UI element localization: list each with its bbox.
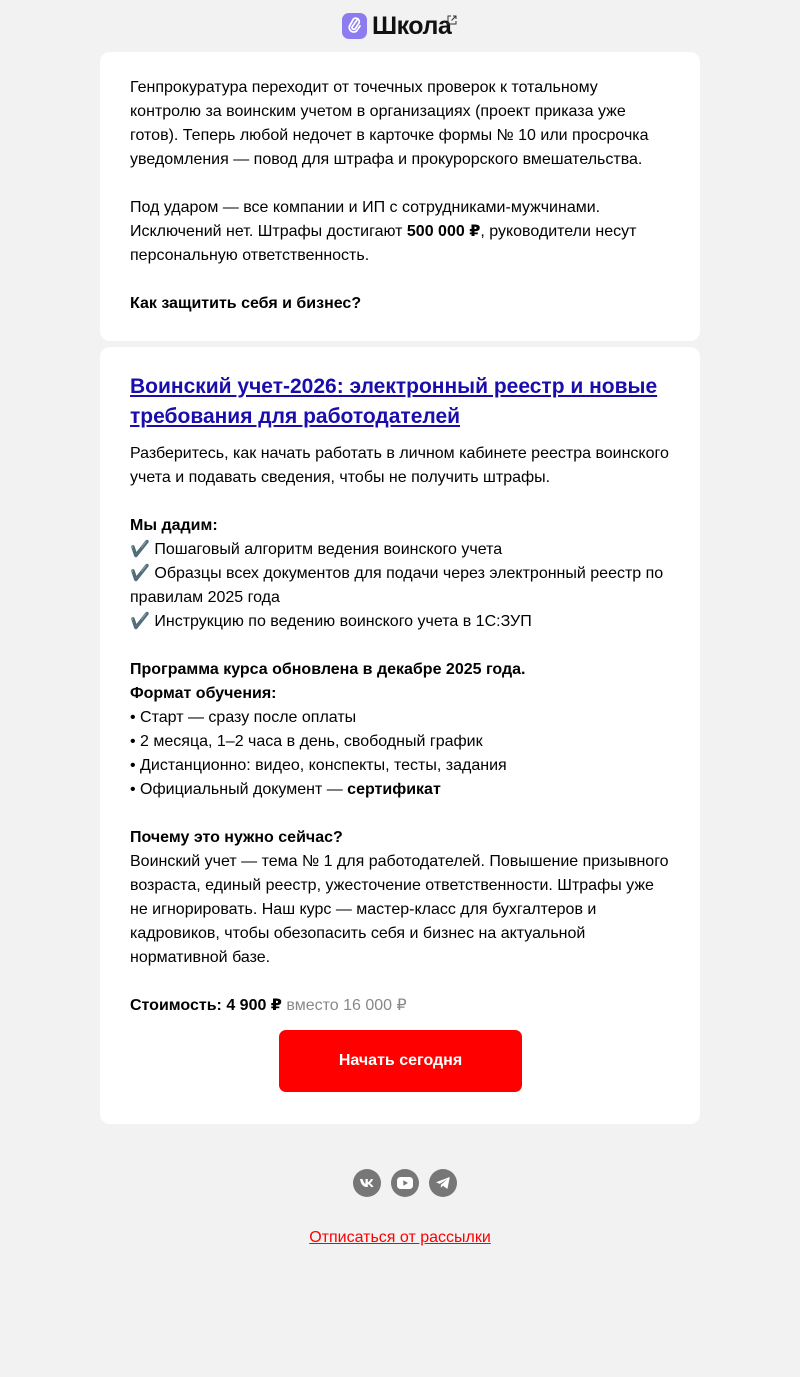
course-title-link[interactable]: Воинский учет-2026: электронный реестр и новые требования для работодателей [130,375,658,428]
program-updated: Программа курса обновлена в декабре 2025 года. [130,661,526,678]
youtube-icon[interactable] [391,1169,419,1197]
format-heading: Формат обучения: [130,685,277,702]
logo-text: Школа [372,12,452,40]
certificate-text: сертификат [347,781,441,798]
course-card [100,347,700,1124]
we-give-item: ✔️ Пошаговый алгоритм ведения воинского учета [130,541,503,558]
intro-paragraph-2 [130,196,670,268]
format-item: • Дистанционно: видео, конспекты, тесты, задания [130,757,507,774]
intro-paragraph-2-text: Под ударом — все компании и ИП с сотрудниками-мужчинами. Исключений нет. Штрафы достигают [130,199,601,240]
social-links [353,1169,457,1197]
course-description: Разберитесь, как начать работать в личном кабинете реестра воинского учета и подавать сведения, чтобы не получить штрафы. [130,445,669,486]
external-link-icon [447,12,457,30]
intro-card [100,52,700,341]
vk-icon[interactable] [353,1169,381,1197]
intro-paragraph-2-tail: , руководители несут персональную ответственность. [130,223,637,264]
why-text: Воинский учет — тема № 1 для работодателей. Повышение призывного возраста, единый реестр, ужесточение ответственности. Штрафы уже не игнорировать. Наш курс — мастер-класс для бухгалтеров и кадровиков, чтобы обезопасить себя и бизнес на актуальной нормативной базе. [130,853,669,966]
unsubscribe-link[interactable]: Отписаться от рассылки [309,1229,491,1246]
we-give-heading: Мы дадим: [130,517,218,534]
telegram-icon[interactable] [429,1169,457,1197]
format-item: • Старт — сразу после оплаты [130,709,357,726]
school-logo[interactable] [342,12,451,40]
start-today-button[interactable]: Начать сегодня [279,1030,522,1092]
fine-amount: 500 000 ₽ [406,223,481,240]
intro-question: Как защитить себя и бизнес? [130,295,362,312]
we-give-item: ✔️ Образцы всех документов для подачи через электронный реестр по правилам 2025 года [130,565,664,606]
why-heading: Почему это нужно сейчас? [130,829,343,846]
price-label: Стоимость: 4 900 ₽ [130,997,282,1014]
email-header [0,0,800,52]
format-item [130,778,670,802]
old-price: вместо 16 000 ₽ [286,997,407,1014]
format-item-text: • Официальный документ — [130,781,348,798]
intro-paragraph-1: Генпрокуратура переходит от точечных проверок к тотальному контролю за воинским учетом в организациях (проект приказа уже готов). Теперь любой недочет в карточке формы № 10 или просрочка уведомления — повод для штрафа и прокурорского вмешательства. [130,79,649,168]
paperclip-icon [342,13,367,39]
price-line [130,994,670,1018]
we-give-item: ✔️ Инструкцию по ведению воинского учета в 1С:ЗУП [130,613,532,630]
format-item: • 2 месяца, 1–2 часа в день, свободный график [130,733,483,750]
